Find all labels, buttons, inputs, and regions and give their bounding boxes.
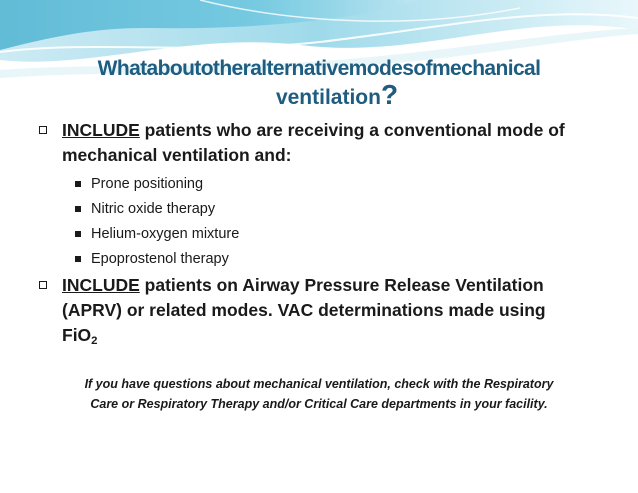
bullet-text-part: patients who are receiving a conventional mode of [139, 120, 565, 140]
include-keyword: INCLUDE [62, 275, 140, 295]
filled-square-bullet-icon [75, 231, 81, 237]
filled-square-bullet-icon [75, 256, 81, 262]
bullet-text [39, 118, 609, 168]
title-question-mark: ? [380, 79, 399, 110]
bullet-text-part: (APRV) or related modes. VAC determinations made using [62, 300, 546, 320]
bullet-include-aprv [39, 273, 609, 354]
slide-title [0, 56, 638, 111]
include-keyword: INCLUDE [62, 120, 140, 140]
therapy-sub-list [75, 172, 239, 272]
bullet-text [39, 273, 609, 354]
list-item [75, 222, 239, 247]
slide-title-line2 [0, 79, 638, 111]
list-item [75, 172, 239, 197]
list-item-text: Helium-oxygen mixture [91, 226, 240, 242]
bullet-text-part: mechanical ventilation and: [62, 145, 292, 165]
filled-square-bullet-icon [75, 181, 81, 187]
footnote [20, 374, 618, 414]
footnote-line2: Care or Respiratory Therapy and/or Critical Care departments in your facility. [90, 397, 548, 411]
bullet-text-part: patients on Airway Pressure Release Ventilation [139, 275, 544, 295]
hollow-square-bullet-icon [39, 281, 47, 289]
bullet-include-conventional [39, 118, 609, 168]
slide-title-line1: Whataboutotheralternativemodesofmechanical [97, 57, 541, 80]
fio2-label: FiO [62, 325, 92, 345]
footnote-line1: If you have questions about mechanical ventilation, check with the Respiratory [84, 377, 554, 391]
list-item-text: Prone positioning [91, 176, 204, 192]
hollow-square-bullet-icon [39, 126, 47, 134]
filled-square-bullet-icon [75, 206, 81, 212]
list-item [75, 247, 239, 272]
list-item-text: Nitric oxide therapy [91, 201, 216, 217]
list-item [75, 197, 239, 222]
list-item-text: Epoprostenol therapy [91, 251, 229, 267]
slide-title-word: ventilation [275, 86, 381, 109]
fio2-subscript: 2 [91, 335, 98, 347]
